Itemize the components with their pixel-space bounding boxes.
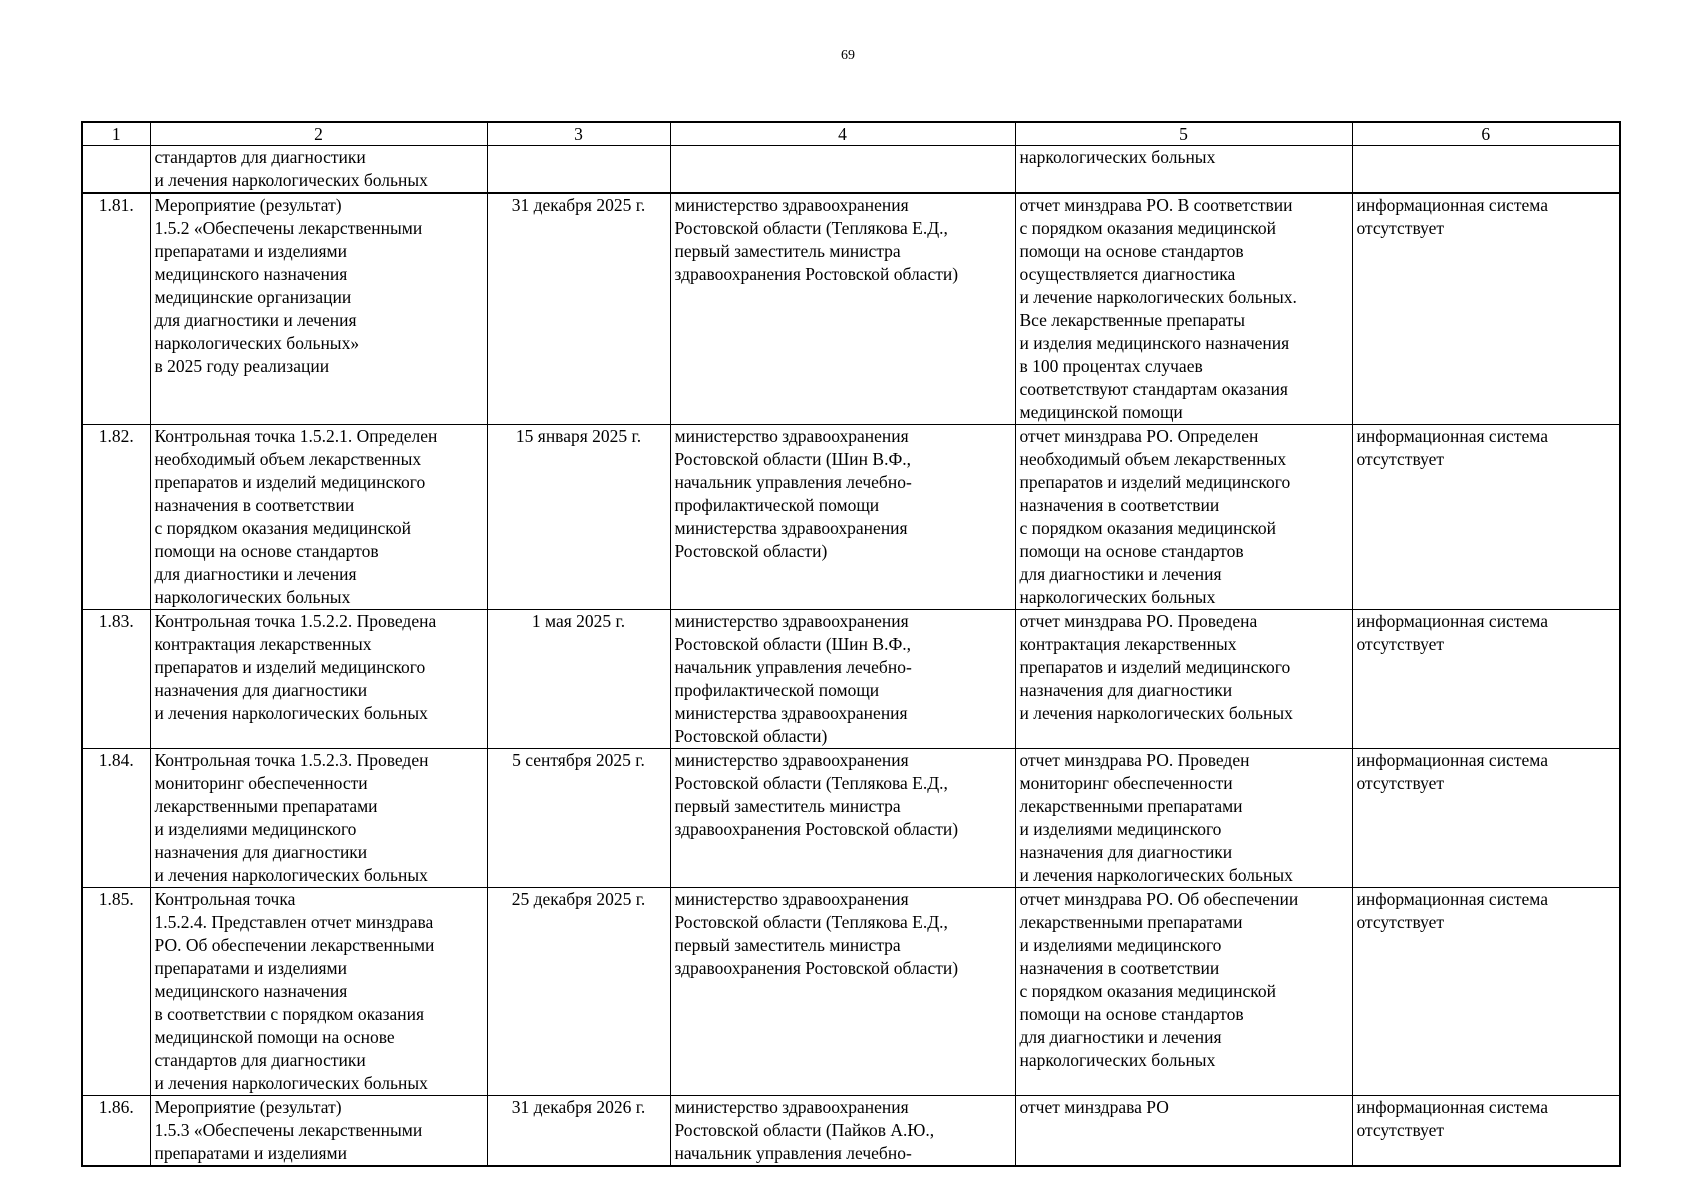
row-number: 1.82. bbox=[82, 425, 150, 610]
activity-name: стандартов для диагностики и лечения наркологических больных bbox=[150, 146, 487, 194]
responsible: министерство здравоохранения Ростовской области (Шин В.Ф., начальник управления лечебно- профилактической помощи министерства здравоохранения Ростовской области) bbox=[670, 425, 1015, 610]
result-document: отчет минздрава РО. Проведен мониторинг обеспеченности лекарственными препаратами и изделиями медицинского назначения для диагностики и лечения наркологических больных bbox=[1015, 749, 1352, 888]
activity-name: Контрольная точка 1.5.2.3. Проведен мониторинг обеспеченности лекарственными препаратами и изделиями медицинского назначения для диагностики и лечения наркологических больных bbox=[150, 749, 487, 888]
due-date: 1 мая 2025 г. bbox=[487, 610, 670, 749]
page-number: 69 bbox=[841, 48, 855, 63]
table-row bbox=[82, 610, 1620, 749]
due-date bbox=[487, 146, 670, 194]
column-header-3: 3 bbox=[487, 122, 670, 146]
activity-name: Контрольная точка 1.5.2.4. Представлен отчет минздрава РО. Об обеспечении лекарственными препаратами и изделиями медицинского назначения в соответствии с порядком оказания медицинской помощи на основе стандартов для диагностики и лечения наркологических больных bbox=[150, 888, 487, 1096]
due-date: 31 декабря 2026 г. bbox=[487, 1096, 670, 1167]
result-document: отчет минздрава РО. В соответствии с порядком оказания медицинской помощи на основе стандартов осуществляется диагностика и лечение наркологических больных. Все лекарственные препараты и изделия медицинского назначения в 100 процентах случаев соответствуют стандартам оказания медицинской помощи bbox=[1015, 193, 1352, 425]
row-number: 1.86. bbox=[82, 1096, 150, 1167]
activity-name: Мероприятие (результат) 1.5.2 «Обеспечены лекарственными препаратами и изделиями медицинского назначения медицинские организации для диагностики и лечения наркологических больных» в 2025 году реализации bbox=[150, 193, 487, 425]
info-system: информационная система отсутствует bbox=[1352, 1096, 1620, 1167]
row-number: 1.85. bbox=[82, 888, 150, 1096]
table-header-row bbox=[82, 122, 1620, 146]
responsible: министерство здравоохранения Ростовской области (Пайков А.Ю., начальник управления лечебно- bbox=[670, 1096, 1015, 1167]
info-system: информационная система отсутствует bbox=[1352, 888, 1620, 1096]
column-header-1: 1 bbox=[82, 122, 150, 146]
column-header-2: 2 bbox=[150, 122, 487, 146]
result-document: отчет минздрава РО. Определен необходимый объем лекарственных препаратов и изделий медицинского назначения в соответствии с порядком оказания медицинской помощи на основе стандартов для диагностики и лечения наркологических больных bbox=[1015, 425, 1352, 610]
due-date: 25 декабря 2025 г. bbox=[487, 888, 670, 1096]
activity-name: Мероприятие (результат) 1.5.3 «Обеспечены лекарственными препаратами и изделиями bbox=[150, 1096, 487, 1167]
table-row bbox=[82, 888, 1620, 1096]
row-number: 1.83. bbox=[82, 610, 150, 749]
due-date: 5 сентября 2025 г. bbox=[487, 749, 670, 888]
table-row bbox=[82, 425, 1620, 610]
row-number: 1.84. bbox=[82, 749, 150, 888]
column-header-4: 4 bbox=[670, 122, 1015, 146]
info-system: информационная система отсутствует bbox=[1352, 749, 1620, 888]
row-number: 1.81. bbox=[82, 193, 150, 425]
activities-table bbox=[81, 121, 1621, 1167]
due-date: 31 декабря 2025 г. bbox=[487, 193, 670, 425]
table-row bbox=[82, 146, 1620, 194]
table-row bbox=[82, 749, 1620, 888]
activity-name: Контрольная точка 1.5.2.1. Определен необходимый объем лекарственных препаратов и изделий медицинского назначения в соответствии с порядком оказания медицинской помощи на основе стандартов для диагностики и лечения наркологических больных bbox=[150, 425, 487, 610]
table-row bbox=[82, 1096, 1620, 1167]
column-header-5: 5 bbox=[1015, 122, 1352, 146]
info-system: информационная система отсутствует bbox=[1352, 610, 1620, 749]
responsible: министерство здравоохранения Ростовской области (Теплякова Е.Д., первый заместитель министра здравоохранения Ростовской области) bbox=[670, 749, 1015, 888]
row-number bbox=[82, 146, 150, 194]
table-row bbox=[82, 193, 1620, 425]
info-system: информационная система отсутствует bbox=[1352, 193, 1620, 425]
responsible bbox=[670, 146, 1015, 194]
result-document: отчет минздрава РО bbox=[1015, 1096, 1352, 1167]
result-document: наркологических больных bbox=[1015, 146, 1352, 194]
responsible: министерство здравоохранения Ростовской области (Теплякова Е.Д., первый заместитель министра здравоохранения Ростовской области) bbox=[670, 888, 1015, 1096]
info-system bbox=[1352, 146, 1620, 194]
responsible: министерство здравоохранения Ростовской области (Теплякова Е.Д., первый заместитель министра здравоохранения Ростовской области) bbox=[670, 193, 1015, 425]
activity-name: Контрольная точка 1.5.2.2. Проведена контрактация лекарственных препаратов и изделий медицинского назначения для диагностики и лечения наркологических больных bbox=[150, 610, 487, 749]
info-system: информационная система отсутствует bbox=[1352, 425, 1620, 610]
column-header-6: 6 bbox=[1352, 122, 1620, 146]
responsible: министерство здравоохранения Ростовской области (Шин В.Ф., начальник управления лечебно- профилактической помощи министерства здравоохранения Ростовской области) bbox=[670, 610, 1015, 749]
result-document: отчет минздрава РО. Об обеспечении лекарственными препаратами и изделиями медицинского назначения в соответствии с порядком оказания медицинской помощи на основе стандартов для диагностики и лечения наркологических больных bbox=[1015, 888, 1352, 1096]
due-date: 15 января 2025 г. bbox=[487, 425, 670, 610]
result-document: отчет минздрава РО. Проведена контрактация лекарственных препаратов и изделий медицинского назначения для диагностики и лечения наркологических больных bbox=[1015, 610, 1352, 749]
